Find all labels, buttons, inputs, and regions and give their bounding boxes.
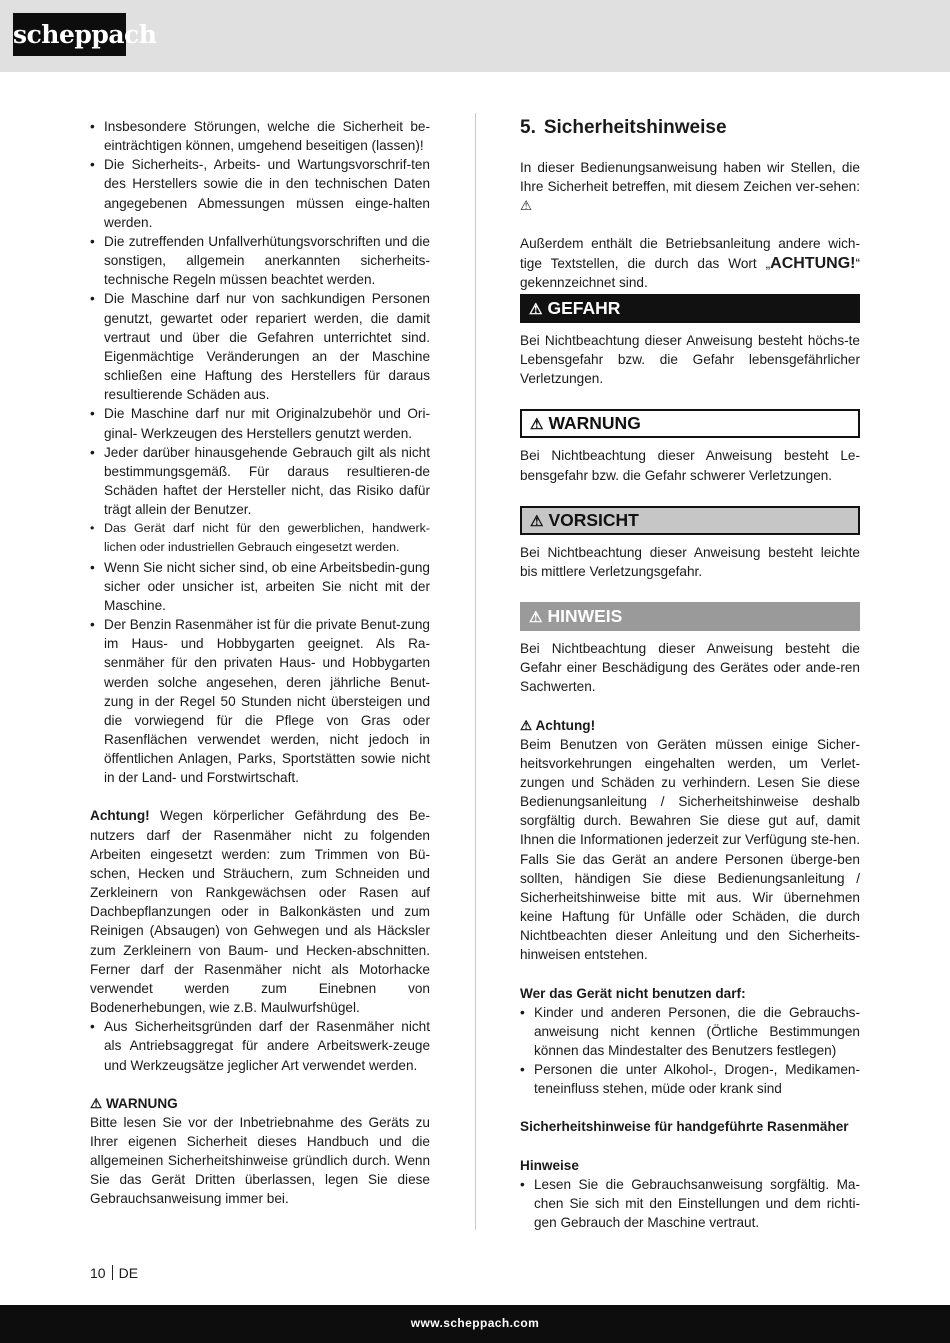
gefahr-box	[520, 294, 860, 323]
list-item: • Insbesondere Störungen, welche die Sicherheit be-einträchtigen können, umgehend beseitigen (lassen)!	[90, 117, 430, 155]
column-divider	[475, 113, 476, 1230]
warning-triangle-icon: ⚠	[530, 512, 544, 530]
list-item: • Die Maschine darf nur mit Originalzubehör und Ori-ginal- Werkzeugen des Herstellers genutzt werden.	[90, 404, 430, 442]
hinweis-label: HINWEIS	[547, 606, 623, 627]
vorsicht-label: VORSICHT	[548, 509, 639, 530]
list-item: • Die zutreffenden Unfallverhütungsvorschriften und die sonstigen, allgemein anerkannten sicherheits-technische Regeln müssen beachtet werden.	[90, 232, 430, 289]
achtung-body: Beim Benutzen von Geräten müssen einige Sicher-heitsvorkehrungen eingehalten werden, um Verlet-zungen und Schäden zu verhindern. Lesen Sie diese Bedienungsanleitung / Sicherheitshinweise deshalb sorgfältig durch. Bewahren Sie diese gut auf, damit Ihnen die Informationen jederzeit zur Verfügung ste-hen. Falls Sie das Gerät an andere Personen überge-ben sollten, händigen Sie diese Bedienungsanleitung / Sicherheitshinweise bitte mit aus. Wir übernehmen keine Haftung für Unfälle oder Schäden, die durch Nichtbeachten dieser Anleitung und den Sicherheits-hinweisen entstehen.	[520, 736, 860, 963]
warnung-text: Bitte lesen Sie vor der Inbetriebnahme des Geräts zu Ihrer eigenen Sicherheit dieses Handbuch und die allgemeinen Sicherheitshinweise gründlich durch. Wenn Sie das Gerät Dritten überlassen, legen Sie diese Gebrauchsanweisung immer bei.	[90, 1114, 430, 1207]
list-item: • Personen die unter Alkohol-, Drogen-, Medikamen-teneinfluss stehen, müde oder krank sind	[520, 1060, 860, 1098]
left-bullet-list	[90, 117, 430, 787]
list-item: • Die Maschine darf nur von sachkundigen Personen genutzt, gewartet oder repariert werden, die damit vertraut und über die Gefahren unterrichtet sind. Eigenmächtige Veränderungen an der Maschine schließen eine Haftung des Herstellers für daraus resultierende Schäden aus.	[90, 289, 430, 404]
list-item: • Wenn Sie nicht sicher sind, ob eine Arbeitsbedin-gung sicher oder unsicher ist, arbeiten Sie nicht mit der Maschine.	[90, 558, 430, 615]
warning-triangle-icon: ⚠	[529, 609, 543, 627]
also-paragraph	[520, 234, 860, 291]
warnung-label: WARNUNG	[548, 413, 641, 434]
achtung-paragraph	[90, 806, 430, 1017]
vorsicht-text: Bei Nichtbeachtung dieser Anweisung besteht leichte bis mittlere Verletzungsgefahr.	[520, 544, 860, 579]
page-number-value: 10	[90, 1265, 106, 1281]
hand-heading: Sicherheitshinweise für handgeführte Rasenmäher	[520, 1119, 849, 1135]
list-item: • Das Gerät darf nicht für den gewerblichen, handwerk-lichen oder industriellen Gebrauch eingesetzt werden.	[90, 519, 430, 557]
footer-band	[0, 1305, 950, 1343]
warning-triangle-icon: ⚠	[90, 1095, 103, 1111]
warnung-heading-label: WARNUNG	[105, 1095, 178, 1111]
list-item: • Lesen Sie die Gebrauchsanweisung sorgfältig. Ma-chen Sie sich mit den Einstellungen und dem richti-gen Gebrauch der Maschine vertraut.	[520, 1175, 860, 1232]
warning-triangle-icon: ⚠	[520, 717, 533, 733]
warning-triangle-icon: ⚠	[530, 416, 544, 434]
brand-logo: scheppach	[13, 13, 126, 56]
warning-triangle-icon: ⚠	[520, 198, 533, 214]
section-title-label: Sicherheitshinweise	[543, 117, 727, 138]
section-number: 5.	[520, 117, 536, 138]
warning-triangle-icon: ⚠	[529, 300, 543, 318]
who-list	[520, 1003, 860, 1099]
right-column	[520, 117, 860, 1232]
list-item: • Der Benzin Rasenmäher ist für die private Benut-zung im Haus- und Hobbygarten geeignet. Als Ra-senmäher für den privaten Haus- und Hobbygarten werden solche angesehen, deren jährliche Benut-zung in der Regel 50 Stunden nicht übersteigen und die vorwiegend für die Pflege von Gras oder Rasenflächen verwendet werden, nicht jedoch in öffentlichen Anlagen, Parks, Sportstätten sowie nicht in der Land- und Forstwirtschaft.	[90, 615, 430, 787]
who-heading: Wer das Gerät nicht benutzen darf:	[520, 985, 746, 1001]
achtung-word: ACHTUNG!	[770, 254, 856, 272]
page-number	[90, 1265, 138, 1281]
achtung-label: Achtung!	[90, 808, 150, 824]
hinweise-list	[520, 1175, 860, 1232]
also-text-post: “ gekennzeichnet sind.	[520, 255, 860, 290]
list-item: • Kinder und anderen Personen, die die Gebrauchs-anweisung nicht kennen (Örtliche Bestimmungen können das Mindestalter des Benutzers festlegen)	[520, 1003, 860, 1060]
list-item: • Jeder darüber hinausgehende Gebrauch gilt als nicht bestimmungsgemäß. Für daraus resultieren-de Schäden haftet der Hersteller nicht, das Risiko dafür trägt allein der Benutzer.	[90, 443, 430, 520]
warnung-box-text: Bei Nichtbeachtung dieser Anweisung besteht Le-bensgefahr bzw. die Gefahr schwerer Verletzungen.	[520, 448, 860, 483]
achtung-text: Wegen körperlicher Gefährdung des Be-nutzers darf der Rasenmäher nicht zu folgenden Arbeiten eingesetzt werden: zum Trimmen von Bü-schen, Hecken und Sträuchern, zum Schneiden und Zerkleinern von Rankgewächsen oder Rasen auf Dachbepflanzungen oder in Balkonkästen und zum Reinigen (Absaugen) von Gehwegen und als Häcksler zum Zerkleinern von Baum- und Hecken-abschnitten. Ferner darf der Rasenmäher nicht als Motorhacke verwendet werden zum Einebnen von Bodenerhebungen, wie z.B. Maulwurfshügel.	[90, 808, 430, 1016]
section-title	[520, 117, 860, 139]
left-column	[90, 117, 430, 1209]
warnung-box	[520, 409, 860, 438]
gefahr-label: GEFAHR	[547, 297, 621, 318]
intro-text: In dieser Bedienungsanweisung haben wir Stellen, die Ihre Sicherheit betreffen, mit diesem Zeichen ver-sehen:	[520, 160, 860, 195]
list-item: • Die Sicherheits-, Arbeits- und Wartungsvorschrif-ten des Herstellers sowie die in den technischen Daten angegebenen Abmessungen müssen einge-halten werden.	[90, 155, 430, 232]
hinweise-heading: Hinweise	[520, 1157, 579, 1173]
gefahr-text: Bei Nichtbeachtung dieser Anweisung besteht höchs-te Lebensgefahr bzw. die Gefahr lebensgefährlicher Verletzungen.	[520, 332, 860, 387]
left-bullet-list-2	[90, 1017, 430, 1074]
achtung-heading	[520, 716, 860, 735]
list-item: • Aus Sicherheitsgründen darf der Rasenmäher nicht als Antriebsaggregat für andere Arbeitswerk-zeuge und Werkzeugsätze jeglicher Art verwendet werden.	[90, 1017, 430, 1074]
hinweis-box	[520, 602, 860, 631]
achtung-heading-label: Achtung!	[535, 717, 596, 733]
vorsicht-box	[520, 506, 860, 535]
hinweis-text: Bei Nichtbeachtung dieser Anweisung besteht die Gefahr einer Beschädigung des Gerätes oder ande-ren Sachwerten.	[520, 641, 860, 695]
website-link[interactable]: www.scheppach.com	[410, 1316, 540, 1330]
warnung-heading	[90, 1094, 430, 1113]
intro-paragraph	[520, 158, 860, 215]
language-code: DE	[118, 1265, 139, 1281]
also-text-pre: Außerdem enthält die Betriebsanleitung andere wich-tige Textstellen, die durch das Wort „	[520, 236, 860, 271]
